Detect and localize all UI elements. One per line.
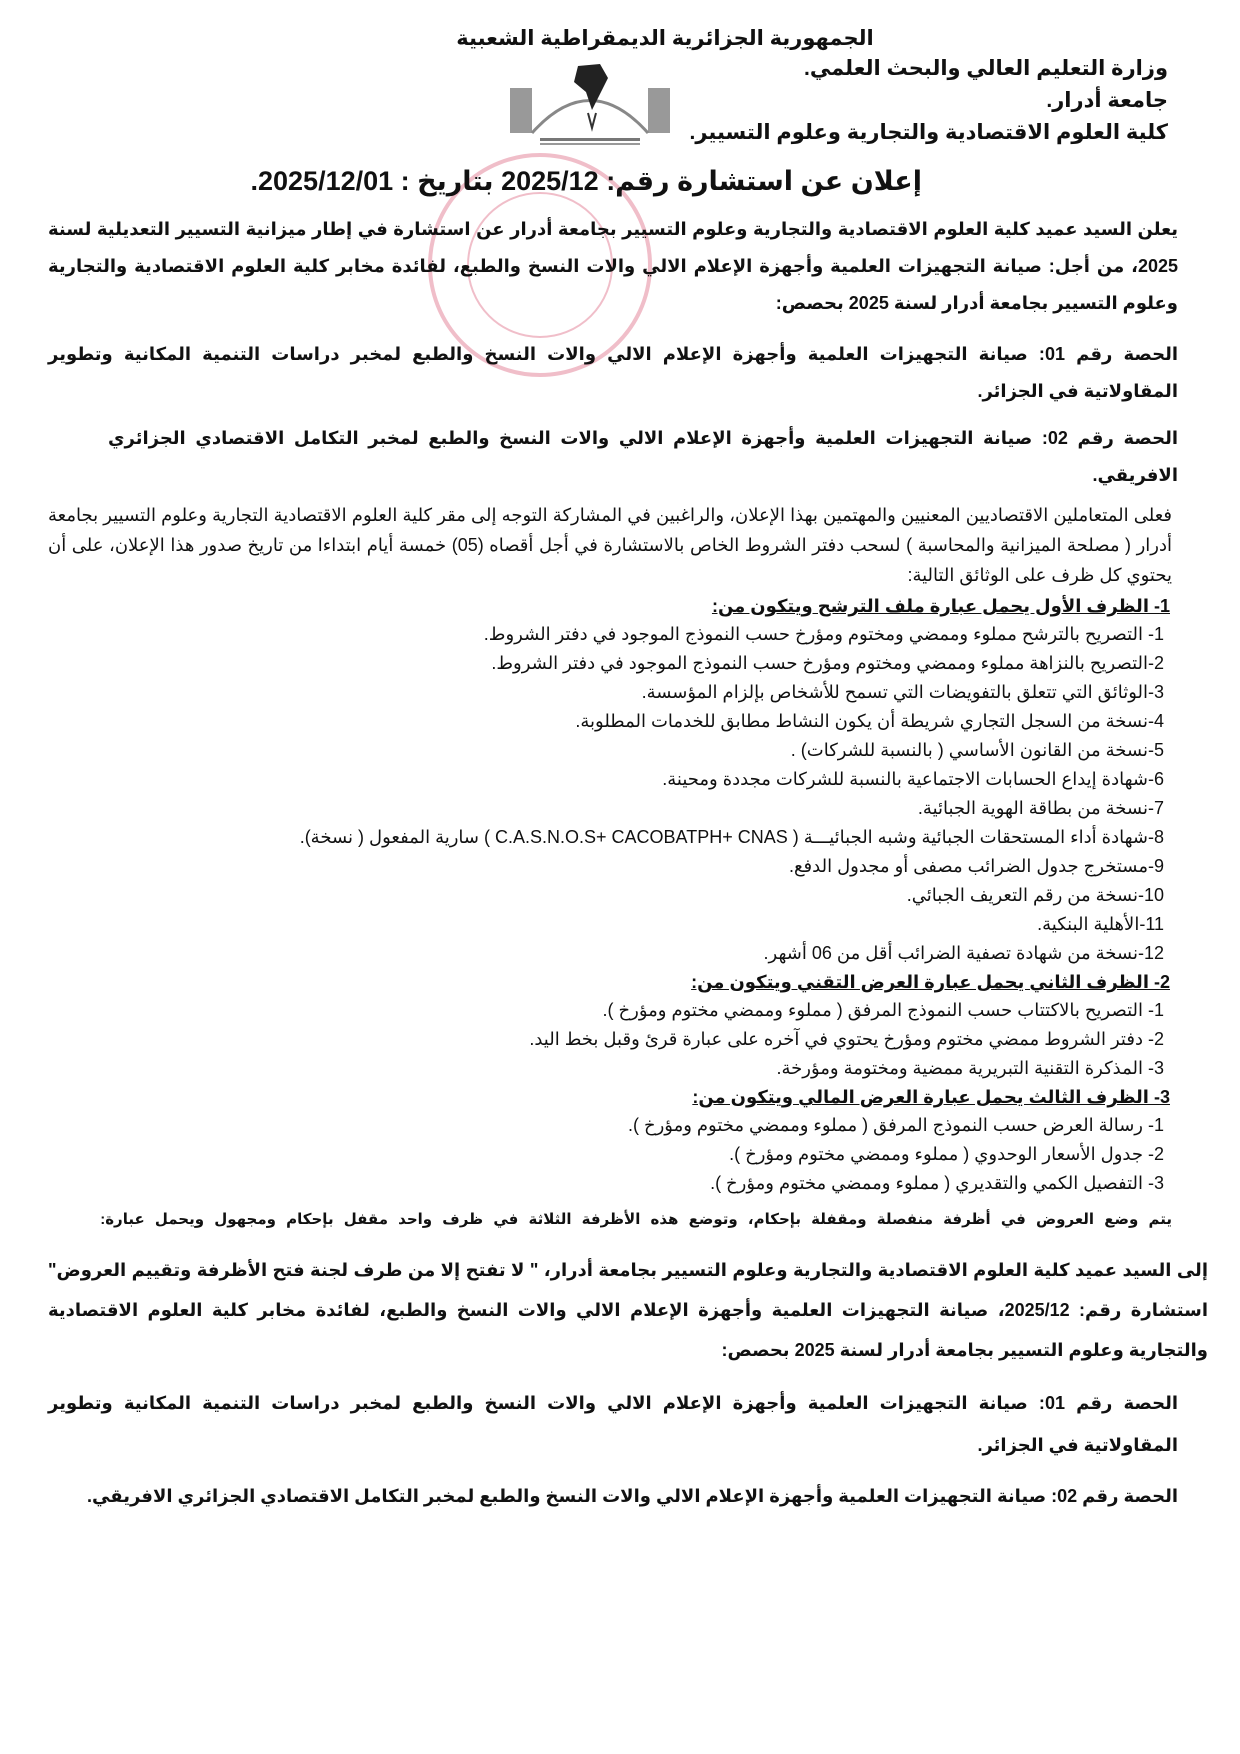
list-item: 3- التفصيل الكمي والتقديري ( مملوء وممضي مختوم ومؤرخ ). [710,1173,1164,1193]
university-heading: جامعة أدرار. [1046,89,1168,112]
list-item: 5-نسخة من القانون الأساسي ( بالنسبة للشركات) . [790,740,1164,760]
document-body [48,166,1209,1515]
lot-01: الحصة رقم 01: صيانة التجهيزات العلمية وأجهزة الإعلام الالي والات النسخ والطبع لمخبر دراسات التنمية المكانية وتطوير المقاولاتية في الجزائر. [48,344,1178,401]
envelope-2-heading: 2- الظرف الثاني يحمل عبارة العرض التقني ويتكون من: [691,972,1170,992]
address-paragraph: إلى السيد عميد كلية العلوم الاقتصادية والتجارية وعلوم التسيير بجامعة أدرار، " لا تفتح إلا من طرف لجنة فتح الأظرفة وتقييم العروض" استشارة رقم: 2025/12، صيانة التجهيزات العلمية وأجهزة الإعلام الالي والات النسخ والطبع، لفائدة مخابر كلية العلوم الاقتصادية والتجارية وعلوم التسيير بجامعة أدرار لسنة 2025 بحصص: [48,1260,1209,1360]
envelope-1-list [48,620,1164,968]
list-item: 2-التصريح بالنزاهة مملوء وممضي ومختوم ومؤرخ حسب النموذج الموجود في دفتر الشروط. [491,653,1164,673]
list-item: 6-شهادة إيداع الحسابات الاجتماعية بالنسبة للشركات مجددة ومحينة. [662,769,1164,789]
list-item: 8-شهادة أداء المستحقات الجبائية وشبه الجبائيـــة ( C.A.S.N.O.S+ CACOBATPH+ CNAS ) سارية المفعول ( نسخة). [299,827,1164,847]
list-item: 2- جدول الأسعار الوحدوي ( مملوء وممضي مختوم ومؤرخ ). [729,1144,1164,1164]
list-item: 10-نسخة من رقم التعريف الجبائي. [906,885,1164,905]
list-item: 3- المذكرة التقنية التبريرية ممضية ومختومة ومؤرخة. [776,1058,1164,1078]
lot-01-repeat: الحصة رقم 01: صيانة التجهيزات العلمية وأجهزة الإعلام الالي والات النسخ والطبع لمخبر دراسات التنمية المكانية وتطوير المقاولاتية في الجزائر. [48,1393,1178,1455]
envelope-3-heading: 3- الظرف الثالث يحمل عبارة العرض المالي ويتكون من: [692,1087,1170,1107]
envelope-2-list [48,996,1164,1083]
republic-heading: الجمهورية الجزائرية الديمقراطية الشعبية [456,27,874,50]
university-logo [500,58,680,148]
list-item: 4-نسخة من السجل التجاري شريطة أن يكون النشاط مطابق للخدمات المطلوبة. [575,711,1164,731]
list-item: 11-الأهلية البنكية. [1037,914,1164,934]
list-item: 2- دفتر الشروط ممضي مختوم ومؤرخ يحتوي في آخره على عبارة قرئ وقبل بخط اليد. [529,1029,1164,1049]
announcement-title: إعلان عن استشارة رقم: 2025/12 بتاريخ : 2025/12/01. [250,166,922,196]
list-item: 1- رسالة العرض حسب النموذج المرفق ( مملوء وممضي مختوم ومؤرخ ). [627,1115,1164,1135]
lot-02: الحصة رقم 02: صيانة التجهيزات العلمية وأجهزة الإعلام الالي والات النسخ والطبع لمخبر التكامل الاقتصادي الجزائري الافريقي. [108,428,1178,485]
list-item: 12-نسخة من شهادة تصفية الضرائب أقل من 06 أشهر. [763,943,1164,963]
list-item: 3-الوثائق التي تتعلق بالتفويضات التي تسمح للأشخاص بإلزام المؤسسة. [641,682,1164,702]
ministry-heading: وزارة التعليم العالي والبحث العلمي. [804,57,1168,80]
envelope-3-list [48,1111,1164,1198]
packaging-paragraph: يتم وضع العروض في أظرفة منفصلة ومقفلة بإحكام، وتوضع هذه الأظرفة الثلاثة في ظرف واحد مقفل بإحكام ومجهول ويحمل عبارة: [100,1211,1172,1228]
list-item: 1- التصريح بالاكتتاب حسب النموذج المرفق ( مملوء وممضي مختوم ومؤرخ ). [602,1000,1164,1020]
intro-paragraph: يعلن السيد عميد كلية العلوم الاقتصادية والتجارية وعلوم التسيير بجامعة أدرار عن استشارة في إطار ميزانية التسيير التعديلية لسنة 2025، من أجل: صيانة التجهيزات العلمية وأجهزة الإعلام الالي والات النسخ والطبع، لفائدة مخابر كلية العلوم الاقتصادية والتجارية وعلوم التسيير بجامعة أدرار لسنة 2025 بحصص: [48,219,1178,313]
lot-02-repeat: الحصة رقم 02: صيانة التجهيزات العلمية وأجهزة الإعلام الالي والات النسخ والطبع لمخبر التكامل الاقتصادي الجزائري الافريقي. [87,1486,1178,1506]
list-item: 7-نسخة من بطاقة الهوية الجبائية. [917,798,1164,818]
list-item: 1- التصريح بالترشح مملوء وممضي ومختوم ومؤرخ حسب النموذج الموجود في دفتر الشروط. [483,624,1164,644]
list-item: 9-مستخرج جدول الضرائب مصفى أو مجدول الدفع. [788,856,1164,876]
invitation-paragraph: فعلى المتعاملين الاقتصاديين المعنيين والمهتمين بهذا الإعلان، والراغبين في المشاركة التوجه إلى مقر كلية العلوم الاقتصادية التجارية وعلوم التسيير بجامعة أدرار ( مصلحة الميزانية والمحاسبة ) لسحب دفتر الشروط الخاص بالاستشارة في أجل أقصاه (05) خمسة أيام ابتداءا من تاريخ صدور هذا الإعلان، على أن يحتوي كل ظرف على الوثائق التالية: [48,505,1172,585]
faculty-heading: كلية العلوم الاقتصادية والتجارية وعلوم التسيير. [689,121,1168,144]
envelope-1-heading: 1- الظرف الأول يحمل عبارة ملف الترشح ويتكون من: [711,596,1170,616]
